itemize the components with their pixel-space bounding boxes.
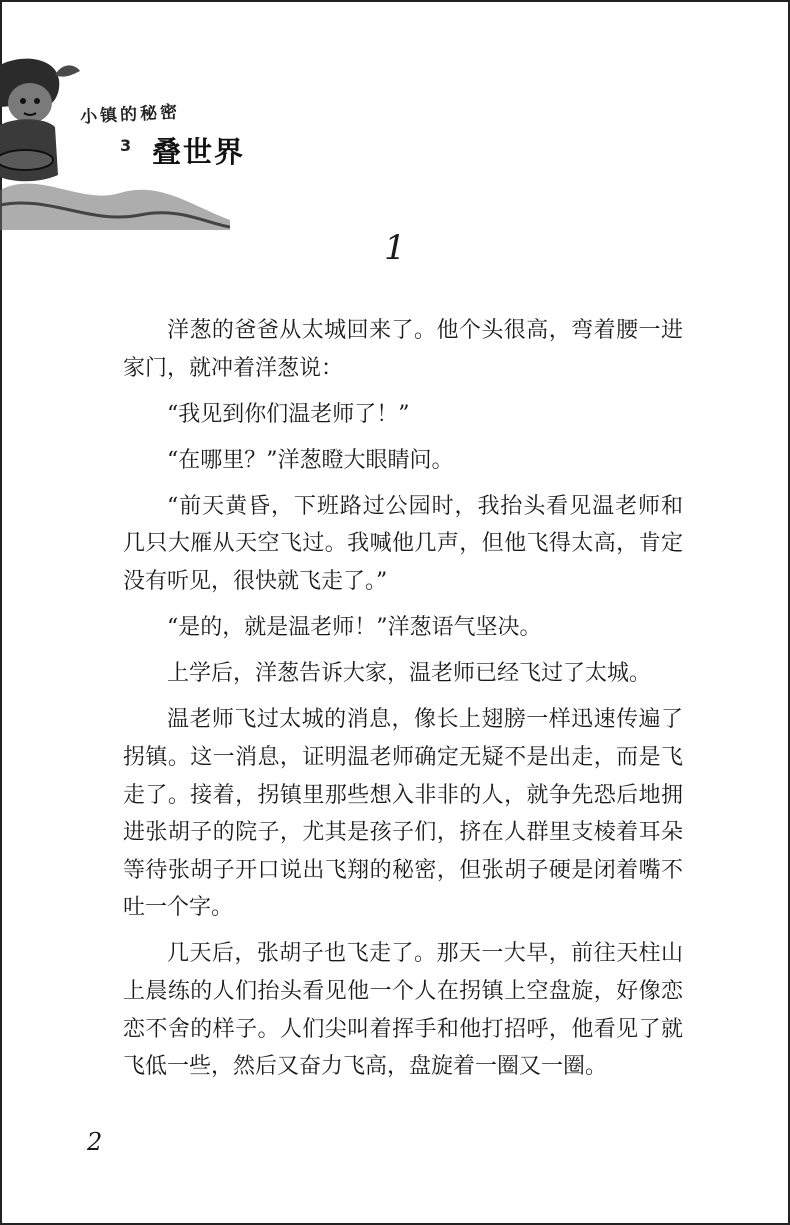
chapter-body xyxy=(123,312,683,1094)
paragraph: “我见到你们温老师了！” xyxy=(167,401,410,427)
paragraph: 温老师飞过太城的消息，像长上翅膀一样迅速传遍了拐镇。这一消息，证明温老师确定无疑不是出走，而是飞走了。接着，拐镇里那些想入非非的人，就争先恐后地拥进张胡子的院子，尤其是孩子们，挤在人群里支棱着耳朵等待张胡子开口说出飞翔的秘密，但张胡子硬是闭着嘴不吐一个字。 xyxy=(123,707,683,921)
paragraph: “前天黄昏，下班路过公园时，我抬头看见温老师和几只大雁从天空飞过。我喊他几声，但他飞得太高，肯定没有听见，很快就飞走了。” xyxy=(123,493,683,595)
ribbon-swirl xyxy=(0,184,230,230)
book-title: 叠世界 xyxy=(152,135,246,169)
bowl xyxy=(0,150,53,170)
page-number: 2 xyxy=(87,1128,103,1156)
paragraph: 上学后，洋葱告诉大家，温老师已经飞过了太城。 xyxy=(167,661,652,687)
book-number: 3 xyxy=(120,136,132,155)
paragraph: 洋葱的爸爸从太城回来了。他个头很高，弯着腰一进家门，就冲着洋葱说： xyxy=(123,318,683,381)
paragraph: “是的，就是温老师！”洋葱语气坚决。 xyxy=(167,615,542,641)
series-title: 小镇的秘密 xyxy=(79,102,181,128)
leaf-ornament xyxy=(55,65,80,76)
paragraph: 几天后，张胡子也飞走了。那天一大早，前往天柱山上晨练的人们抬头看见他一个人在拐镇上空盘旋，好像恋恋不舍的样子。人们尖叫着挥手和他打招呼，他看见了就飞低一些，然后又奋力飞高，盘旋着一圈又一圈。 xyxy=(123,941,683,1080)
boy-face xyxy=(8,83,52,123)
paragraph: “在哪里？”洋葱瞪大眼睛问。 xyxy=(167,447,454,473)
chapter-number: 1 xyxy=(384,228,406,268)
